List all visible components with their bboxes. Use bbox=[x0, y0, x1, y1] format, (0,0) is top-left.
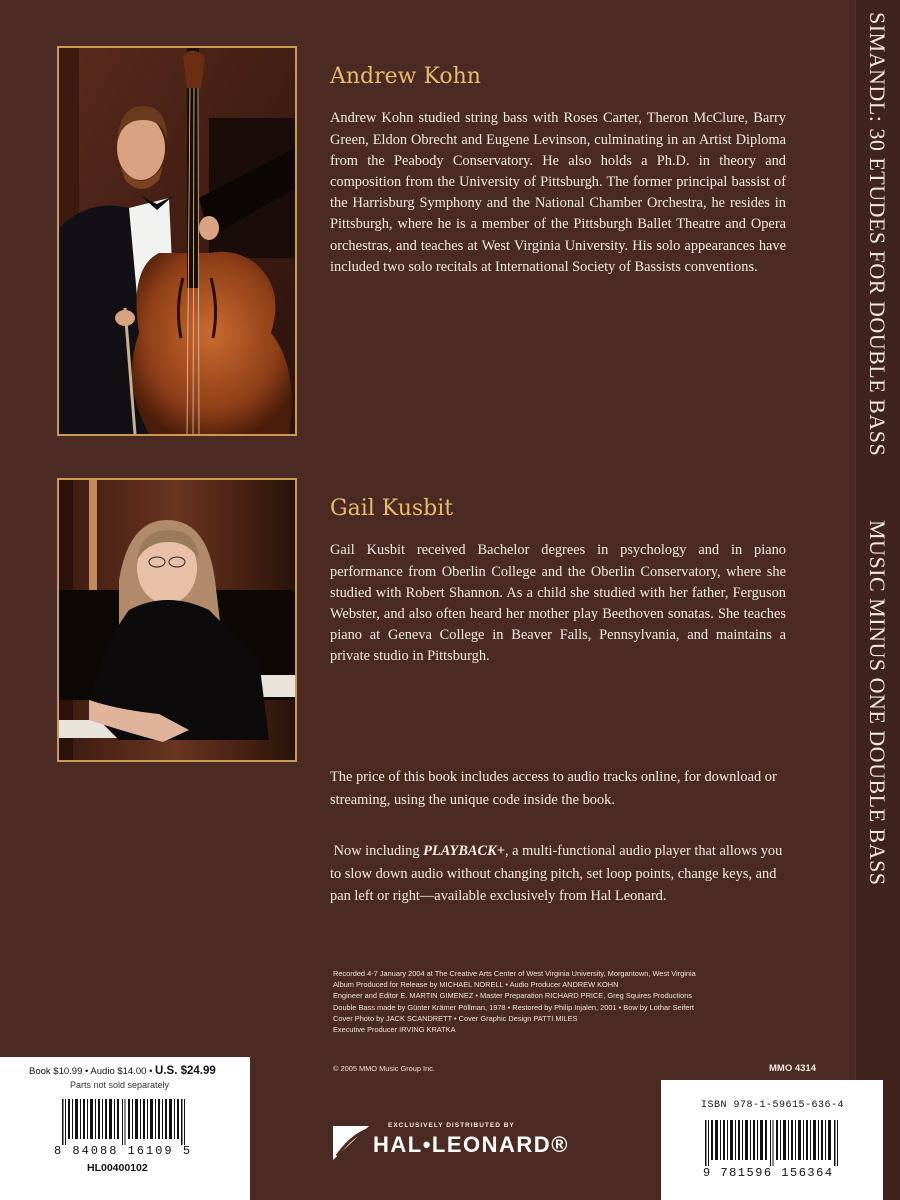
price-line bbox=[29, 1065, 216, 1077]
upc-digits: 8 84088 16109 5 bbox=[54, 1144, 193, 1158]
credit-line: Engineer and Editor E. MARTIN GIMENEZ • Master Preparation RICHARD PRICE, Greg Squires Productions bbox=[333, 991, 692, 1001]
distributor-name: HAL•LEONARD® bbox=[373, 1132, 569, 1157]
book-spine bbox=[855, 0, 900, 1200]
distributor bbox=[333, 1120, 595, 1166]
andrew-kohn-photo bbox=[57, 46, 297, 436]
playback-brand: PLAYBACK+ bbox=[423, 843, 505, 860]
copyright: © 2005 MMO Music Group Inc. bbox=[333, 1064, 435, 1073]
price-box bbox=[0, 1057, 250, 1200]
credit-line: Cover Photo by JACK SCANDRETT • Cover Graphic Design PATTI MILES bbox=[333, 1013, 578, 1023]
credit-line: Album Produced for Release by MICHAEL NORELL • Audio Producer ANDREW KOHN bbox=[333, 980, 619, 990]
catalog-number: MMO 4314 bbox=[769, 1063, 816, 1074]
upc-barcode bbox=[62, 1099, 186, 1145]
price-breakdown: Book $10.99 • Audio $14.00 • bbox=[29, 1066, 153, 1077]
credit-line: Executive Producer IRVING KRATKA bbox=[333, 1025, 456, 1035]
production-credits bbox=[333, 968, 793, 1035]
price-total: U.S. $24.99 bbox=[155, 1065, 216, 1077]
gail-kusbit-photo bbox=[57, 478, 297, 762]
price-note: Parts not sold separately bbox=[70, 1080, 170, 1090]
spine-subtitle: MUSIC MINUS ONE DOUBLE BASS bbox=[865, 520, 890, 886]
audio-access-text: The price of this book includes access to audio tracks online, for download or streaming, using the unique code inside the book. bbox=[330, 769, 777, 808]
artist-name-andrew-kohn: Andrew Kohn bbox=[330, 64, 481, 90]
playback-after: , a multi-functional audio player that allows you to slow down audio without changing pitch, set loop points, change keys, and pan left or right—available exclusively from Hal Leonard. bbox=[330, 843, 783, 905]
playback-before: Now including bbox=[333, 843, 424, 860]
distributor-label: EXCLUSIVELY DISTRIBUTED BY bbox=[388, 1122, 515, 1129]
credit-line: Double Bass made by Günter Krämer Pöllman, 1978 • Restored by Philip Injalen, 2001 • Bow by Lothar Seifert bbox=[333, 1002, 694, 1012]
isbn-digits: 9 781596 156364 bbox=[703, 1166, 834, 1180]
artist-bio-gail-kusbit: Gail Kusbit received Bachelor degrees in psychology and in piano performance from Oberlin College and the Oberlin Conservatory, where she studied with Robert Shannon. As a child she studied with her father, Ferguson Webster, and also often heard her mother play Beethoven sonatas. She teaches piano at Geneva College in Beaver Falls, Pennsylvania, and maintains a private studio in Pittsburgh. bbox=[330, 542, 786, 665]
credit-line: Recorded 4-7 January 2004 at The Creative Arts Center of West Virginia University, Morgantown, West Virginia bbox=[333, 969, 696, 978]
artist-name-gail-kusbit: Gail Kusbit bbox=[330, 496, 454, 522]
spine-title: SIMANDL: 30 ETUDES FOR DOUBLE BASS bbox=[865, 12, 890, 457]
artist-bio-andrew-kohn: Andrew Kohn studied string bass with Roses Carter, Theron McClure, Barry Green, Eldon Obrecht and Eugene Levinson, culminating in an Artist Diploma from the Peabody Conservatory. He also holds a Ph.D. in theory and composition from the University of Pittsburgh. The former principal bassist of the Harrisburg Symphony and the National Chamber Orchestra, he resides in Pittsburgh, where he is a member of the Pittsburgh Ballet Theatre and Opera orchestras, and teaches at West Virginia University. His solo appearances have included two solo recitals at International Society of Bassists conventions. bbox=[330, 110, 786, 275]
isbn-box bbox=[661, 1080, 883, 1200]
playback-text bbox=[330, 840, 792, 908]
isbn-number: ISBN 978-1-59615-636-4 bbox=[701, 1100, 845, 1111]
isbn-barcode bbox=[705, 1120, 839, 1166]
hal-leonard-logo-icon bbox=[333, 1126, 369, 1160]
product-code: HL00400102 bbox=[87, 1162, 148, 1174]
